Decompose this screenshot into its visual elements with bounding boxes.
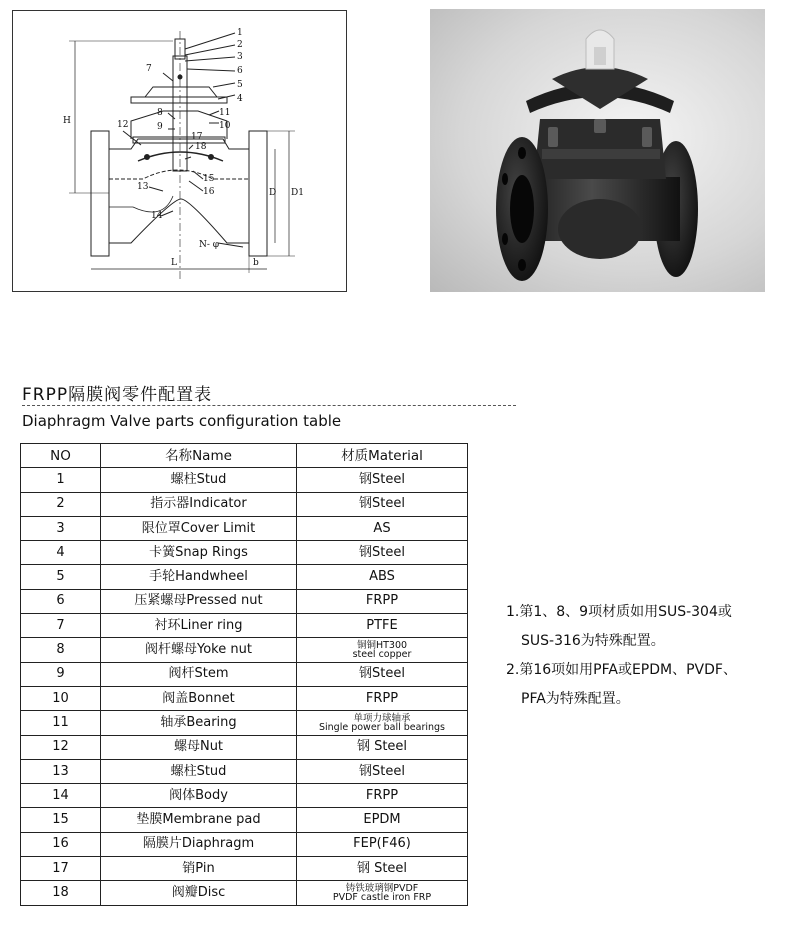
cell-material: PTFE <box>297 614 468 638</box>
cell-name: 销Pin <box>101 857 297 881</box>
cell-material: ABS <box>297 565 468 589</box>
cell-material: FRPP <box>297 686 468 710</box>
cell-material <box>297 638 468 662</box>
cell-name: 螺柱Stud <box>101 468 297 492</box>
callout-3: 3 <box>237 52 243 62</box>
section-drawing-svg <box>13 11 348 293</box>
cell-no: 7 <box>21 614 101 638</box>
cell-name: 阀盖Bonnet <box>101 686 297 710</box>
callout-1: 1 <box>237 28 243 38</box>
cell-no: 5 <box>21 565 101 589</box>
cell-name: 垫膜Membrane pad <box>101 808 297 832</box>
material-line-cn: 铜铜HT300 <box>356 640 408 652</box>
table-row <box>21 468 468 492</box>
cell-name: 螺母Nut <box>101 735 297 759</box>
table-row <box>21 638 468 662</box>
cell-name: 阀杆螺母Yoke nut <box>101 638 297 662</box>
material-line-en: PVDF castle iron FRP <box>332 891 432 903</box>
cell-name: 指示器Indicator <box>101 492 297 516</box>
table-row <box>21 589 468 613</box>
cell-no: 17 <box>21 857 101 881</box>
table-row <box>21 832 468 856</box>
cell-no: 11 <box>21 711 101 735</box>
cell-no: 3 <box>21 516 101 540</box>
table-title-chinese: FRPP隔膜阀零件配置表 <box>22 385 213 405</box>
header-name: 名称Name <box>101 444 297 468</box>
parts-table <box>20 443 468 906</box>
table-row <box>21 516 468 540</box>
callout-11: 11 <box>219 108 231 118</box>
valve-section-drawing <box>12 10 347 292</box>
cell-no: 15 <box>21 808 101 832</box>
cell-name: 手轮Handwheel <box>101 565 297 589</box>
cell-name: 螺柱Stud <box>101 759 297 783</box>
cell-material: 钢 Steel <box>297 857 468 881</box>
table-row <box>21 857 468 881</box>
material-line-cn: 铸铁玻璃钢PVDF <box>345 882 419 894</box>
table-row <box>21 662 468 686</box>
table-row <box>21 711 468 735</box>
callout-18: 18 <box>195 142 207 152</box>
table-row <box>21 735 468 759</box>
callout-6: 6 <box>237 66 243 76</box>
valve-product-photo <box>430 9 765 292</box>
dim-h-label: H <box>63 116 71 126</box>
cell-name: 阀体Body <box>101 784 297 808</box>
cell-no: 13 <box>21 759 101 783</box>
cell-material: 钢Steel <box>297 541 468 565</box>
material-line-en: Single power ball bearings <box>318 721 445 733</box>
cell-no: 2 <box>21 492 101 516</box>
cell-no: 8 <box>21 638 101 662</box>
callout-16: 16 <box>203 187 215 197</box>
cell-no: 1 <box>21 468 101 492</box>
cell-material: FRPP <box>297 589 468 613</box>
cell-material: EPDM <box>297 808 468 832</box>
cell-name: 隔膜片Diaphragm <box>101 832 297 856</box>
callout-17: 17 <box>191 132 203 142</box>
cell-name: 阀瓣Disc <box>101 881 297 905</box>
callout-15: 15 <box>203 174 215 184</box>
table-row <box>21 541 468 565</box>
table-row <box>21 808 468 832</box>
table-row <box>21 565 468 589</box>
cell-material <box>297 881 468 905</box>
cell-name: 阀杆Stem <box>101 662 297 686</box>
dim-d-label: D <box>269 188 277 198</box>
callout-7: 7 <box>146 64 152 74</box>
cell-name: 衬环Liner ring <box>101 614 297 638</box>
callout-9: 9 <box>157 122 163 132</box>
note-1-line-2: SUS-316为特殊配置。 <box>521 633 665 649</box>
header-no: NO <box>21 444 101 468</box>
cell-no: 6 <box>21 589 101 613</box>
cell-name: 卡簧Snap Rings <box>101 541 297 565</box>
callout-14: 14 <box>151 211 163 221</box>
note-2-line-1: 2.第16项如用PFA或EPDM、PVDF、 <box>506 662 737 678</box>
callout-10: 10 <box>219 121 231 131</box>
dim-d1-label: D1 <box>291 188 304 198</box>
table-row <box>21 614 468 638</box>
cell-material: 钢Steel <box>297 468 468 492</box>
cell-no: 10 <box>21 686 101 710</box>
cell-no: 9 <box>21 662 101 686</box>
cell-name: 轴承Bearing <box>101 711 297 735</box>
material-line-cn: 单项力球轴承 <box>353 712 411 724</box>
table-row <box>21 492 468 516</box>
cell-material: 钢Steel <box>297 492 468 516</box>
cell-material: 钢Steel <box>297 759 468 783</box>
special-config-notes <box>506 598 796 714</box>
title-divider <box>22 405 516 406</box>
dim-l-label: L <box>171 258 177 268</box>
cell-no: 4 <box>21 541 101 565</box>
cell-material: FEP(F46) <box>297 832 468 856</box>
table-header-row <box>21 444 468 468</box>
note-1-line-1: 1.第1、8、9项材质如用SUS-304或 <box>506 604 732 620</box>
callout-12: 12 <box>117 120 129 130</box>
callout-8: 8 <box>157 108 163 118</box>
dim-b-label: b <box>253 258 259 268</box>
valve-photo-svg <box>430 9 765 292</box>
callout-2: 2 <box>237 40 243 50</box>
table-row <box>21 881 468 905</box>
table-row <box>21 784 468 808</box>
cell-no: 18 <box>21 881 101 905</box>
cell-no: 16 <box>21 832 101 856</box>
cell-name: 限位罩Cover Limit <box>101 516 297 540</box>
dim-bolt-label: N- φ <box>199 240 220 250</box>
table-row <box>21 759 468 783</box>
cell-material: 钢Steel <box>297 662 468 686</box>
cell-no: 14 <box>21 784 101 808</box>
cell-no: 12 <box>21 735 101 759</box>
table-title-english: Diaphragm Valve parts configuration table <box>22 412 342 430</box>
table-row <box>21 686 468 710</box>
cell-material: AS <box>297 516 468 540</box>
material-line-en: steel copper <box>352 649 412 661</box>
callout-5: 5 <box>237 80 243 90</box>
callout-4: 4 <box>237 94 243 104</box>
cell-material: 钢 Steel <box>297 735 468 759</box>
cell-material: FRPP <box>297 784 468 808</box>
note-2-line-2: PFA为特殊配置。 <box>521 691 630 707</box>
cell-material <box>297 711 468 735</box>
cell-name: 压紧螺母Pressed nut <box>101 589 297 613</box>
callout-13: 13 <box>137 182 149 192</box>
header-material: 材质Material <box>297 444 468 468</box>
